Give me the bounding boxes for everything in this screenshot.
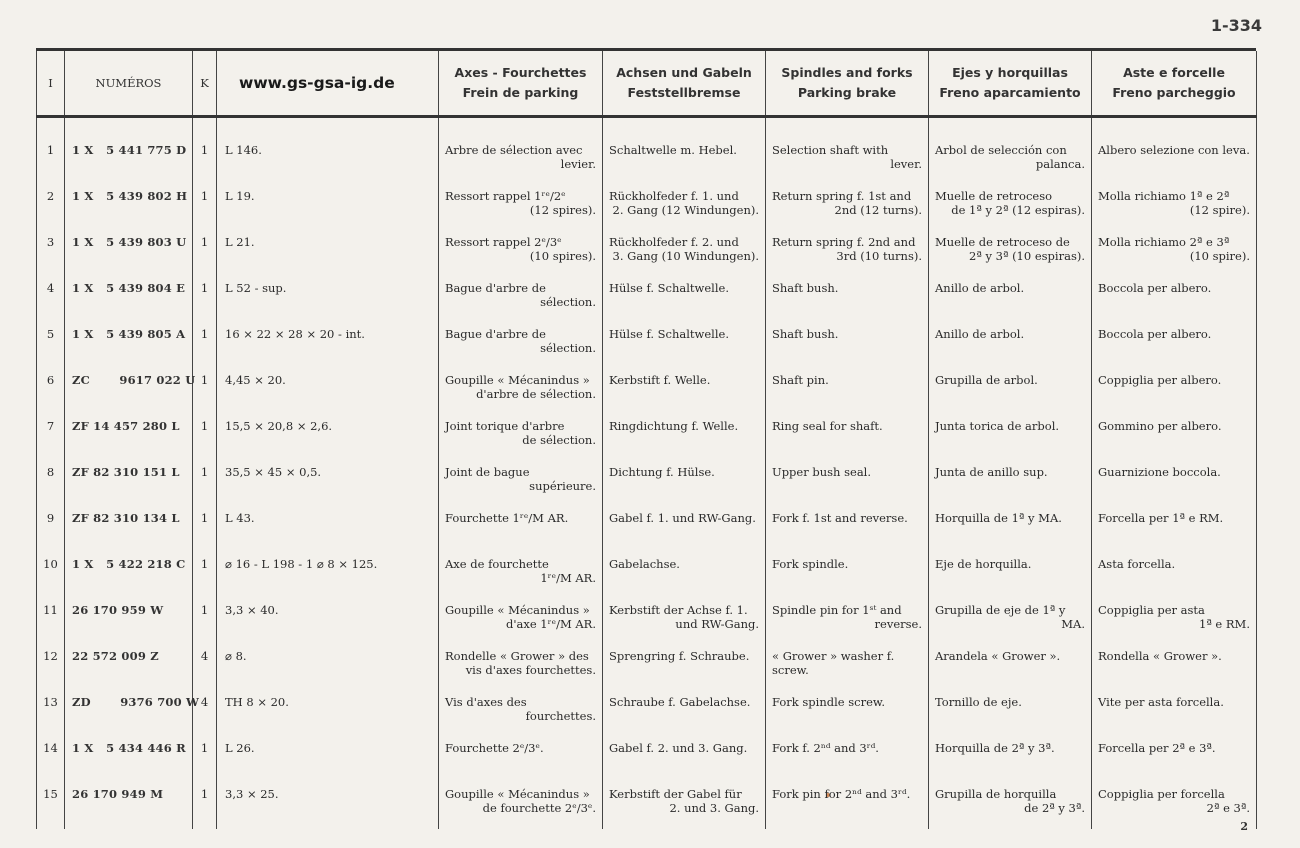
- table-row: [37, 457, 1257, 503]
- description-line1: Upper bush seal.: [772, 464, 872, 479]
- description-es: [929, 273, 1092, 319]
- description-fr: [439, 273, 603, 319]
- quantity: 1: [193, 273, 217, 319]
- dimensions: 4,45 × 20.: [217, 365, 439, 411]
- description-line1: Coppiglia per albero.: [1098, 372, 1222, 387]
- part-number: 1 X 5 439 804 E: [65, 273, 193, 319]
- description-line1: Shaft pin.: [772, 372, 829, 387]
- row-index: 9: [37, 503, 65, 549]
- description-line2: sélection.: [540, 294, 596, 309]
- description-line1: Selection shaft with: [772, 142, 889, 157]
- quantity: 4: [193, 687, 217, 733]
- description-line1: Grupilla de arbol.: [935, 372, 1038, 387]
- row-index: 7: [37, 411, 65, 457]
- header-french-line2: Frein de parking: [462, 85, 579, 100]
- table-row: [37, 549, 1257, 595]
- description-line1: Schraube f. Gabelachse.: [609, 694, 751, 709]
- row-index: 15: [37, 779, 65, 829]
- dimensions: 35,5 × 45 × 0,5.: [217, 457, 439, 503]
- header-spanish-line1: Ejes y horquillas: [952, 65, 1068, 80]
- header-english-line1: Spindles and forks: [781, 65, 913, 80]
- description-es: [929, 549, 1092, 595]
- row-index: 11: [37, 595, 65, 641]
- parts-body: [37, 117, 1257, 829]
- quantity: 1: [193, 457, 217, 503]
- description-fr: [439, 135, 603, 181]
- description-de: [603, 365, 766, 411]
- spacer-cell: [65, 117, 193, 135]
- description-es: [929, 687, 1092, 733]
- description-line1: Schaltwelle m. Hebel.: [609, 142, 737, 157]
- description-it: [1092, 549, 1257, 595]
- description-line2: d'arbre de sélection.: [476, 386, 596, 401]
- quantity: 1: [193, 365, 217, 411]
- spacer-cell: [439, 117, 603, 135]
- description-line2: 3rd (10 turns).: [836, 248, 922, 263]
- description-line1: Spindle pin for 1ˢᵗ and: [772, 602, 902, 617]
- description-line2: vis d'axes fourchettes.: [465, 662, 596, 677]
- description-fr: [439, 595, 603, 641]
- description-en: [766, 227, 929, 273]
- dimensions: L 52 - sup.: [217, 273, 439, 319]
- header-row: [37, 51, 1257, 117]
- header-german: [603, 51, 766, 117]
- spacer-row: [37, 117, 1257, 135]
- description-line1: Anillo de arbol.: [935, 280, 1025, 295]
- header-english-line2: Parking brake: [797, 85, 897, 100]
- description-line1: Sprengring f. Schraube.: [609, 648, 750, 663]
- description-fr: [439, 687, 603, 733]
- table-row: [37, 273, 1257, 319]
- row-index: 8: [37, 457, 65, 503]
- part-number: 1 X 5 439 805 A: [65, 319, 193, 365]
- row-index: 1: [37, 135, 65, 181]
- description-line1: Muelle de retroceso de: [935, 234, 1070, 249]
- description-es: [929, 641, 1092, 687]
- quantity: 1: [193, 503, 217, 549]
- description-line1: Grupilla de horquilla: [935, 786, 1057, 801]
- description-line1: Hülse f. Schaltwelle.: [609, 280, 729, 295]
- description-line1: Shaft bush.: [772, 280, 839, 295]
- description-line1: Coppiglia per asta: [1098, 602, 1205, 617]
- part-number: ZF 14 457 280 L: [65, 411, 193, 457]
- description-line1: Joint de bague: [445, 464, 530, 479]
- description-line2: 2. und 3. Gang.: [669, 800, 759, 815]
- description-line1: Rückholfeder f. 1. und: [609, 188, 739, 203]
- description-line1: Horquilla de 2ª y 3ª.: [935, 740, 1055, 755]
- row-index: 13: [37, 687, 65, 733]
- description-es: [929, 503, 1092, 549]
- description-de: [603, 135, 766, 181]
- header-index: I: [37, 51, 65, 117]
- part-number: 1 X 5 439 803 U: [65, 227, 193, 273]
- description-it: [1092, 779, 1257, 829]
- header-german-line1: Achsen und Gabeln: [616, 65, 752, 80]
- description-line1: Eje de horquilla.: [935, 556, 1032, 571]
- header-italian-line1: Aste e forcelle: [1123, 65, 1225, 80]
- description-en: [766, 457, 929, 503]
- description-es: [929, 457, 1092, 503]
- spacer-cell: [766, 117, 929, 135]
- description-line1: Dichtung f. Hülse.: [609, 464, 715, 479]
- description-line1: Axe de fourchette: [445, 556, 549, 571]
- quantity: 1: [193, 595, 217, 641]
- description-line1: Albero selezione con leva.: [1098, 142, 1250, 157]
- description-it: [1092, 457, 1257, 503]
- description-en: [766, 273, 929, 319]
- description-line1: Vite per asta forcella.: [1098, 694, 1224, 709]
- description-line2: de 2ª y 3ª.: [1024, 800, 1085, 815]
- description-line1: Horquilla de 1ª y MA.: [935, 510, 1062, 525]
- description-line1: Goupille « Mécanindus »: [445, 372, 590, 387]
- dimensions: 15,5 × 20,8 × 2,6.: [217, 411, 439, 457]
- row-index: 12: [37, 641, 65, 687]
- description-line1: Coppiglia per forcella: [1098, 786, 1225, 801]
- description-en: [766, 733, 929, 779]
- row-index: 6: [37, 365, 65, 411]
- description-line1: Ressort rappel 1ʳᵉ/2ᵉ: [445, 188, 566, 203]
- description-line2: palanca.: [1035, 156, 1085, 171]
- description-line2: reverse.: [874, 616, 922, 631]
- description-line2: und RW-Gang.: [675, 616, 759, 631]
- table-row: [37, 319, 1257, 365]
- part-number: ZC 9617 022 U: [65, 365, 193, 411]
- description-fr: [439, 503, 603, 549]
- description-de: [603, 181, 766, 227]
- row-index: 4: [37, 273, 65, 319]
- description-line1: Return spring f. 2nd and: [772, 234, 916, 249]
- description-line1: Rondella « Grower ».: [1098, 648, 1222, 663]
- header-numeros: NUMÉROS: [65, 51, 193, 117]
- description-line1: Joint torique d'arbre: [445, 418, 565, 433]
- description-fr: [439, 733, 603, 779]
- description-line1: Kerbstift f. Welle.: [609, 372, 711, 387]
- table-row: [37, 181, 1257, 227]
- description-es: [929, 365, 1092, 411]
- description-line1: Ring seal for shaft.: [772, 418, 883, 433]
- dimensions: L 21.: [217, 227, 439, 273]
- footer-number: 2: [1240, 820, 1248, 833]
- description-line1: Grupilla de eje de 1ª y: [935, 602, 1066, 617]
- table-row: [37, 411, 1257, 457]
- description-line1: Boccola per albero.: [1098, 326, 1212, 341]
- description-fr: [439, 641, 603, 687]
- parts-table: [36, 51, 1257, 829]
- description-de: [603, 733, 766, 779]
- part-number: 1 X 5 441 775 D: [65, 135, 193, 181]
- description-de: [603, 273, 766, 319]
- description-line1: Forcella per 1ª e RM.: [1098, 510, 1224, 525]
- description-it: [1092, 227, 1257, 273]
- spacer-cell: [929, 117, 1092, 135]
- description-it: [1092, 595, 1257, 641]
- description-line2: 2ª e 3ª.: [1206, 800, 1250, 815]
- description-line2: fourchettes.: [525, 708, 596, 723]
- description-de: [603, 595, 766, 641]
- description-line2: 3. Gang (10 Windungen).: [612, 248, 759, 263]
- description-de: [603, 779, 766, 829]
- quantity: 4: [193, 641, 217, 687]
- description-de: [603, 687, 766, 733]
- description-line1: Fork pin for 2ⁿᵈ and 3ʳᵈ.: [772, 786, 911, 801]
- spacer-cell: [603, 117, 766, 135]
- description-line1: Goupille « Mécanindus »: [445, 786, 590, 801]
- description-line1: Fork spindle screw.: [772, 694, 886, 709]
- description-line1: Forcella per 2ª e 3ª.: [1098, 740, 1216, 755]
- row-index: 5: [37, 319, 65, 365]
- parts-sheet: [36, 48, 1256, 819]
- description-es: [929, 733, 1092, 779]
- description-line2: 2. Gang (12 Windungen).: [612, 202, 759, 217]
- description-line1: Shaft bush.: [772, 326, 839, 341]
- quantity: 1: [193, 411, 217, 457]
- dimensions: L 19.: [217, 181, 439, 227]
- dimensions: 3,3 × 40.: [217, 595, 439, 641]
- description-en: [766, 779, 929, 829]
- description-line1: Gabelachse.: [609, 556, 680, 571]
- description-line1: Boccola per albero.: [1098, 280, 1212, 295]
- description-it: [1092, 365, 1257, 411]
- row-index: 14: [37, 733, 65, 779]
- description-es: [929, 181, 1092, 227]
- description-line1: Molla richiamo 1ª e 2ª: [1098, 188, 1230, 203]
- description-en: [766, 687, 929, 733]
- description-line1: Fork f. 2ⁿᵈ and 3ʳᵈ.: [772, 740, 879, 755]
- table-row: [37, 595, 1257, 641]
- header-website: www.gs-gsa-ig.de: [217, 51, 439, 117]
- description-it: [1092, 319, 1257, 365]
- spacer-cell: [193, 117, 217, 135]
- description-line1: Tornillo de eje.: [935, 694, 1022, 709]
- row-index: 3: [37, 227, 65, 273]
- description-line2: levier.: [560, 156, 596, 171]
- description-line1: Muelle de retroceso: [935, 188, 1053, 203]
- description-line2: 1ª e RM.: [1199, 616, 1250, 631]
- table-row: [37, 365, 1257, 411]
- description-line2: 1ʳᵉ/M AR.: [540, 570, 596, 585]
- table-row: [37, 503, 1257, 549]
- header-italian-line2: Freno parcheggio: [1112, 85, 1236, 100]
- header-k: K: [193, 51, 217, 117]
- description-fr: [439, 319, 603, 365]
- description-line1: Hülse f. Schaltwelle.: [609, 326, 729, 341]
- spacer-cell: [37, 117, 65, 135]
- dimensions: ⌀ 8.: [217, 641, 439, 687]
- description-it: [1092, 273, 1257, 319]
- quantity: 1: [193, 227, 217, 273]
- description-de: [603, 503, 766, 549]
- description-it: [1092, 687, 1257, 733]
- description-de: [603, 227, 766, 273]
- description-en: [766, 365, 929, 411]
- header-english: [766, 51, 929, 117]
- description-fr: [439, 365, 603, 411]
- description-line1: Ringdichtung f. Welle.: [609, 418, 739, 433]
- description-line2: 2ª y 3ª (10 espiras).: [969, 248, 1085, 263]
- spacer-cell: [217, 117, 439, 135]
- page-number: 1-334: [1210, 16, 1262, 35]
- description-line1: Gommino per albero.: [1098, 418, 1222, 433]
- dimensions: L 146.: [217, 135, 439, 181]
- spacer-cell: [1092, 117, 1257, 135]
- description-line1: Fourchette 2ᵉ/3ᵉ.: [445, 740, 544, 755]
- table-row: [37, 227, 1257, 273]
- description-line2: MA.: [1061, 616, 1085, 631]
- description-de: [603, 319, 766, 365]
- description-line1: Kerbstift der Achse f. 1.: [609, 602, 748, 617]
- header-spanish: [929, 51, 1092, 117]
- header-french-line1: Axes - Fourchettes: [454, 65, 587, 80]
- description-line1: Gabel f. 1. und RW-Gang.: [609, 510, 756, 525]
- description-line2: (12 spire).: [1189, 202, 1250, 217]
- header-spanish-line2: Freno aparcamiento: [939, 85, 1081, 100]
- description-en: [766, 549, 929, 595]
- description-line1: Anillo de arbol.: [935, 326, 1025, 341]
- description-line1: Goupille « Mécanindus »: [445, 602, 590, 617]
- dimensions: ⌀ 16 - L 198 - 1 ⌀ 8 × 125.: [217, 549, 439, 595]
- description-fr: [439, 411, 603, 457]
- quantity: 1: [193, 135, 217, 181]
- description-line2: de fourchette 2ᵉ/3ᵉ.: [482, 800, 596, 815]
- description-line1: Ressort rappel 2ᵉ/3ᵉ: [445, 234, 562, 249]
- description-line1: Guarnizione boccola.: [1098, 464, 1221, 479]
- description-fr: [439, 181, 603, 227]
- description-line1: Vis d'axes des: [445, 694, 527, 709]
- description-en: [766, 595, 929, 641]
- description-en: [766, 135, 929, 181]
- description-line1: Bague d'arbre de: [445, 326, 546, 341]
- quantity: 1: [193, 181, 217, 227]
- description-line1: Rückholfeder f. 2. und: [609, 234, 739, 249]
- description-fr: [439, 549, 603, 595]
- table-row: [37, 733, 1257, 779]
- part-number: 1 X 5 434 446 R: [65, 733, 193, 779]
- description-line2: de 1ª y 2ª (12 espiras).: [951, 202, 1085, 217]
- table-row: [37, 687, 1257, 733]
- description-en: [766, 181, 929, 227]
- description-es: [929, 595, 1092, 641]
- description-it: [1092, 181, 1257, 227]
- description-line1: Rondelle « Grower » des: [445, 648, 589, 663]
- quantity: 1: [193, 779, 217, 829]
- description-line1: Arandela « Grower ».: [935, 648, 1061, 663]
- table-row: [37, 135, 1257, 181]
- dimensions: 3,3 × 25.: [217, 779, 439, 829]
- description-line2: d'axe 1ʳᵉ/M AR.: [505, 616, 596, 631]
- quantity: 1: [193, 733, 217, 779]
- description-line1: Fork f. 1st and reverse.: [772, 510, 908, 525]
- description-fr: [439, 457, 603, 503]
- table-row: [37, 779, 1257, 829]
- description-es: [929, 779, 1092, 829]
- description-line1: Molla richiamo 2ª e 3ª: [1098, 234, 1230, 249]
- description-en: [766, 319, 929, 365]
- description-es: [929, 227, 1092, 273]
- description-line2: lever.: [890, 156, 922, 171]
- header-french: [439, 51, 603, 117]
- part-number: 26 170 949 M: [65, 779, 193, 829]
- description-line2: 2nd (12 turns).: [834, 202, 922, 217]
- part-number: ZD 9376 700 W: [65, 687, 193, 733]
- dimensions: 16 × 22 × 28 × 20 - int.: [217, 319, 439, 365]
- description-line1: Asta forcella.: [1098, 556, 1176, 571]
- description-line1: Fourchette 1ʳᵉ/M AR.: [445, 510, 569, 525]
- header-italian: [1092, 51, 1257, 117]
- description-line1: Fork spindle.: [772, 556, 849, 571]
- description-line1: Return spring f. 1st and: [772, 188, 912, 203]
- description-en: [766, 641, 929, 687]
- row-index: 10: [37, 549, 65, 595]
- description-line1: Bague d'arbre de: [445, 280, 546, 295]
- description-it: [1092, 641, 1257, 687]
- row-index: 2: [37, 181, 65, 227]
- description-it: [1092, 411, 1257, 457]
- description-en: [766, 503, 929, 549]
- description-line1: Junta torica de arbol.: [935, 418, 1060, 433]
- description-es: [929, 319, 1092, 365]
- description-line1: Gabel f. 2. und 3. Gang.: [609, 740, 748, 755]
- description-line2: (12 spires).: [529, 202, 596, 217]
- part-number: 22 572 009 Z: [65, 641, 193, 687]
- description-de: [603, 549, 766, 595]
- description-de: [603, 411, 766, 457]
- description-line1: Kerbstift der Gabel für: [609, 786, 742, 801]
- dimensions: TH 8 × 20.: [217, 687, 439, 733]
- description-line2: (10 spires).: [529, 248, 596, 263]
- quantity: 1: [193, 319, 217, 365]
- description-fr: [439, 227, 603, 273]
- part-number: ZF 82 310 134 L: [65, 503, 193, 549]
- quantity: 1: [193, 549, 217, 595]
- part-number: 26 170 959 W: [65, 595, 193, 641]
- header-german-line2: Feststellbremse: [627, 85, 741, 100]
- description-it: [1092, 733, 1257, 779]
- description-line1: Arbol de selección con: [935, 142, 1067, 157]
- description-es: [929, 411, 1092, 457]
- description-line2: sélection.: [540, 340, 596, 355]
- description-line1: « Grower » washer f. screw.: [772, 648, 895, 677]
- description-de: [603, 641, 766, 687]
- description-line2: supérieure.: [529, 478, 596, 493]
- dimensions: L 26.: [217, 733, 439, 779]
- description-line2: (10 spire).: [1189, 248, 1250, 263]
- table-row: [37, 641, 1257, 687]
- description-en: [766, 411, 929, 457]
- part-number: 1 X 5 422 218 C: [65, 549, 193, 595]
- part-number: ZF 82 310 151 L: [65, 457, 193, 503]
- description-es: [929, 135, 1092, 181]
- description-de: [603, 457, 766, 503]
- description-fr: [439, 779, 603, 829]
- description-line1: Junta de anillo sup.: [935, 464, 1048, 479]
- description-it: [1092, 503, 1257, 549]
- description-it: [1092, 135, 1257, 181]
- dimensions: L 43.: [217, 503, 439, 549]
- description-line1: Arbre de sélection avec: [445, 142, 583, 157]
- description-line2: de sélection.: [522, 432, 596, 447]
- part-number: 1 X 5 439 802 H: [65, 181, 193, 227]
